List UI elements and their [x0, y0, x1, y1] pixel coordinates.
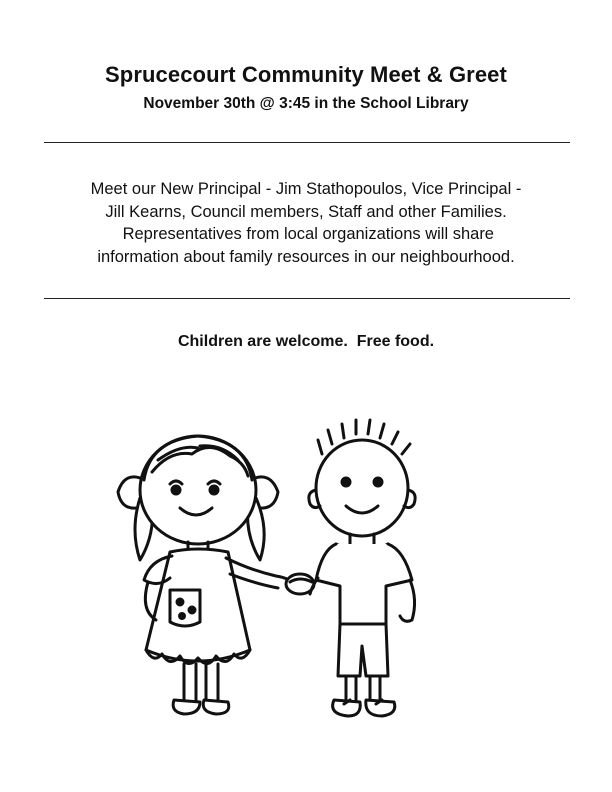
description-line: Jill Kearns, Council members, Staff and other Families.: [105, 202, 507, 221]
top-divider: [44, 142, 570, 143]
event-details: November 30th @ 3:45 in the School Library: [143, 95, 469, 112]
flyer-title: Sprucecourt Community Meet & Greet: [105, 62, 507, 87]
description-line: Representatives from local organizations will share: [117, 225, 494, 243]
bottom-divider: [44, 298, 570, 299]
children-holding-hands-illustration: [100, 410, 460, 740]
welcome-note: Children are welcome. Free food.: [177, 333, 435, 350]
description-line: Meet our New Principal - Jim Stathopoulos, Vice Principal -: [90, 180, 522, 198]
boy-figure: [309, 420, 415, 716]
girl-figure: [118, 436, 296, 714]
description-line: information about family resources in our neighbourhood.: [97, 247, 515, 266]
description-paragraph: [30, 178, 582, 268]
